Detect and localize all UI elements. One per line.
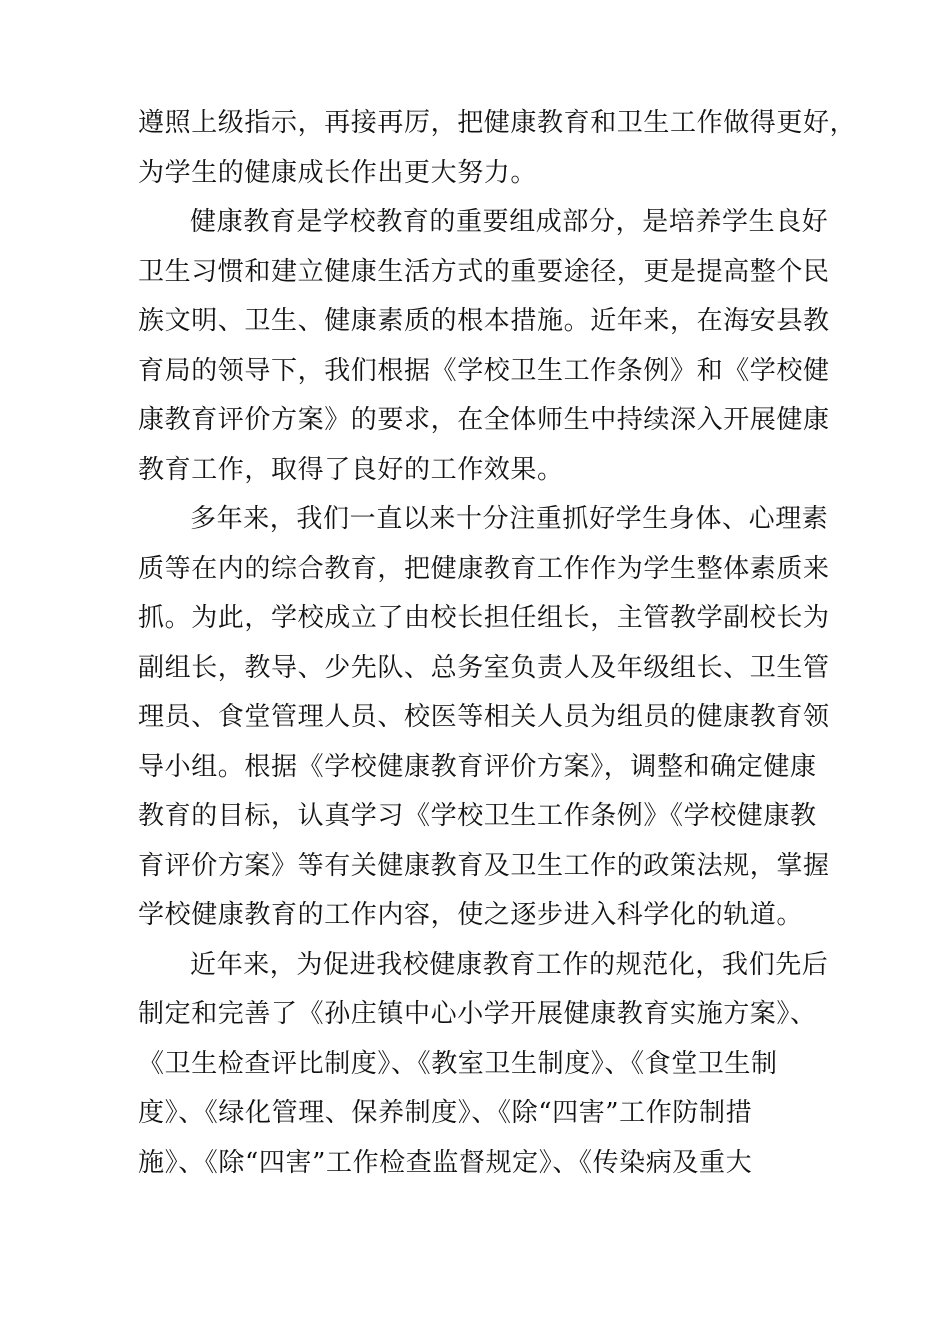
text-line: 副组长，教导、少先队、总务室负责人及年级组长、卫生管 xyxy=(138,652,830,683)
text-line: 导小组。根据《学校健康教育评价方案》，调整和确定健康 xyxy=(138,751,817,782)
text-line: 抓。为此，学校成立了由校长担任组长，主管教学副校长为 xyxy=(138,603,830,633)
text-line: 族文明、卫生、健康素质的根本措施。近年来，在海安县教 xyxy=(138,306,830,336)
text-line: 卫生习惯和建立健康生活方式的重要途径，更是提高整个民 xyxy=(138,256,830,287)
text-line: 育局的领导下，我们根据《学校卫生工作条例》和《学校健 xyxy=(138,355,830,386)
text-line: 为学生的健康成长作出更大努力。 xyxy=(138,157,538,188)
text-line: 康教育评价方案》的要求，在全体师生中持续深入开展健康 xyxy=(138,405,830,435)
text-line: 近年来，为促进我校健康教育工作的规范化，我们先后 xyxy=(190,949,829,980)
text-line: 度》、《绿化管理、保养制度》、《除“四害”工作防制措 xyxy=(138,1098,753,1128)
text-line: 学校健康教育的工作内容，使之逐步进入科学化的轨道。 xyxy=(138,900,804,930)
text-line: 教育的目标，认真学习《学校卫生工作条例》《学校健康教 xyxy=(138,801,817,831)
text-line: 育评价方案》等有关健康教育及卫生工作的政策法规，掌握 xyxy=(138,850,830,881)
body-text xyxy=(138,99,857,1188)
paragraph-1 xyxy=(138,99,857,198)
paragraph-3 xyxy=(138,495,830,941)
text-line: 施》、《除“四害”工作检查监督规定》、《传染病及重大 xyxy=(138,1147,753,1178)
paragraph-4 xyxy=(138,941,829,1189)
paragraph-2 xyxy=(138,198,830,495)
text-line: 理员、食堂管理人员、校医等相关人员为组员的健康教育领 xyxy=(138,702,830,732)
text-line: 健康教育是学校教育的重要组成部分，是培养学生良好 xyxy=(190,207,829,237)
text-line: 《卫生检查评比制度》、《教室卫生制度》、《食堂卫生制 xyxy=(138,1048,778,1079)
text-line: 多年来，我们一直以来十分注重抓好学生身体、心理素 xyxy=(190,504,829,534)
text-line: 质等在内的综合教育，把健康教育工作作为学生整体素质来 xyxy=(138,553,830,584)
text-line: 遵照上级指示，再接再厉，把健康教育和卫生工作做得更好， xyxy=(138,108,857,138)
text-line: 制定和完善了《孙庄镇中心小学开展健康教育实施方案》、 xyxy=(138,999,817,1029)
text-line: 教育工作，取得了良好的工作效果。 xyxy=(138,454,564,485)
